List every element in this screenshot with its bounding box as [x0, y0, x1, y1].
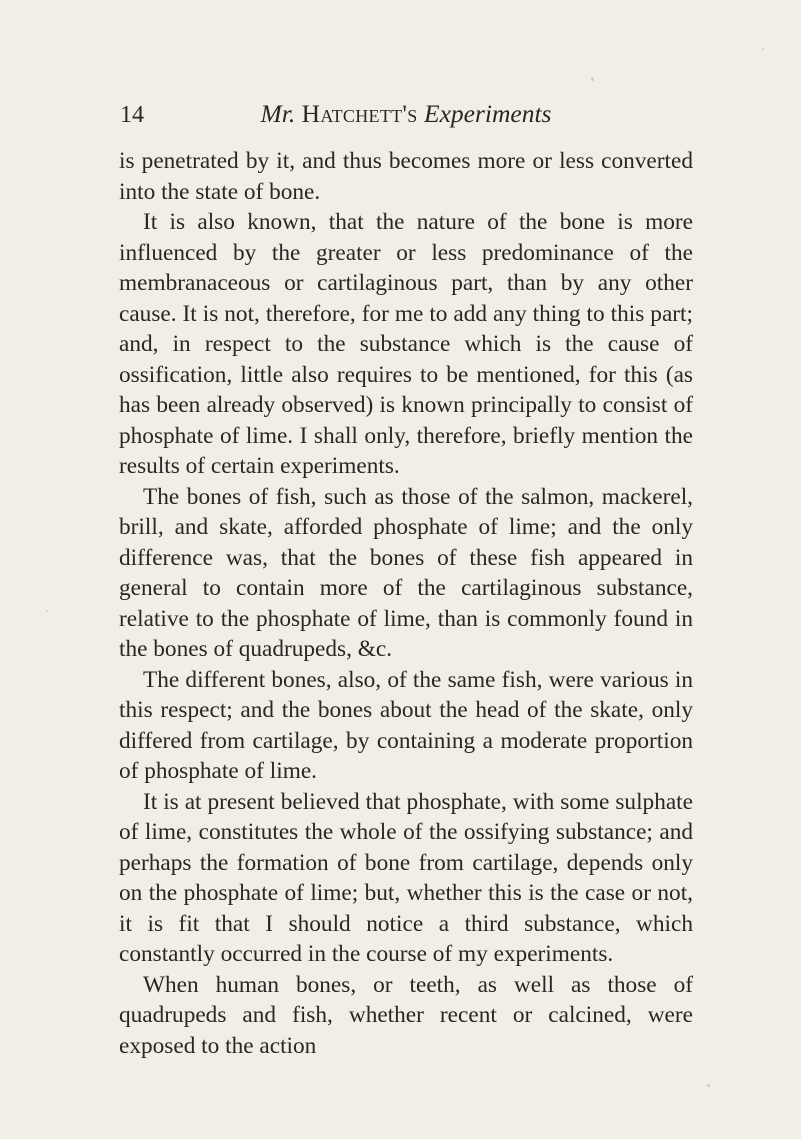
paragraph: is penetrated by it, and thus becomes more or less converted into the state of bone.	[119, 148, 693, 205]
paragraph: The bones of fish, such as those of the salmon, mackerel, brill, and skate, afforded phosphate of lime; and the only difference was, that the bones of these fish appeared in general to contain more of the cartilaginous substance, relative to the phosphate of lime, than is commonly found in the bones of quadrupeds, &c.	[119, 483, 693, 662]
page-header	[120, 99, 692, 135]
running-head	[120, 99, 692, 129]
author-prefix: Mr.	[260, 99, 296, 128]
paragraph: The different bones, also, of the same fish, were various in this respect; and the bones about the head of the skate, only differed from cartilage, by containing a moderate proportion of phosphate of lime.	[119, 666, 693, 784]
paragraph: When human bones, or teeth, as well as those of quadrupeds and fish, whether recent or calcined, were exposed to the action	[119, 971, 693, 1059]
paper-speck	[707, 1084, 710, 1087]
running-head-title: Experiments	[424, 99, 552, 128]
paper-speck	[46, 610, 48, 612]
paragraph: It is also known, that the nature of the bone is more influenced by the greater or less predominance of the membranaceous or cartilaginous part, than by any other cause. It is not, therefore, for me to add any thing to this part; and, in respect to the substance which is the cause of ossification, little also requires to be mentioned, for this (as has been already observed) is known principally to consist of phosphate of lime. I shall only, therefore, briefly mention the results of certain experiments.	[119, 209, 693, 479]
paragraph: It is at present believed that phosphate, with some sulphate of lime, constitutes the whole of the ossifying substance; and perhaps the formation of bone from cartilage, depends only on the phosphate of lime; but, whether this is the case or not, it is fit that I should notice a third substance, which constantly occurred in the course of my experiments.	[119, 788, 693, 967]
body-text	[119, 146, 693, 1061]
paper-speck	[762, 48, 764, 50]
paper-speck	[591, 77, 594, 81]
page-number: 14	[120, 102, 144, 128]
author-name: Hatchett's	[301, 99, 418, 128]
